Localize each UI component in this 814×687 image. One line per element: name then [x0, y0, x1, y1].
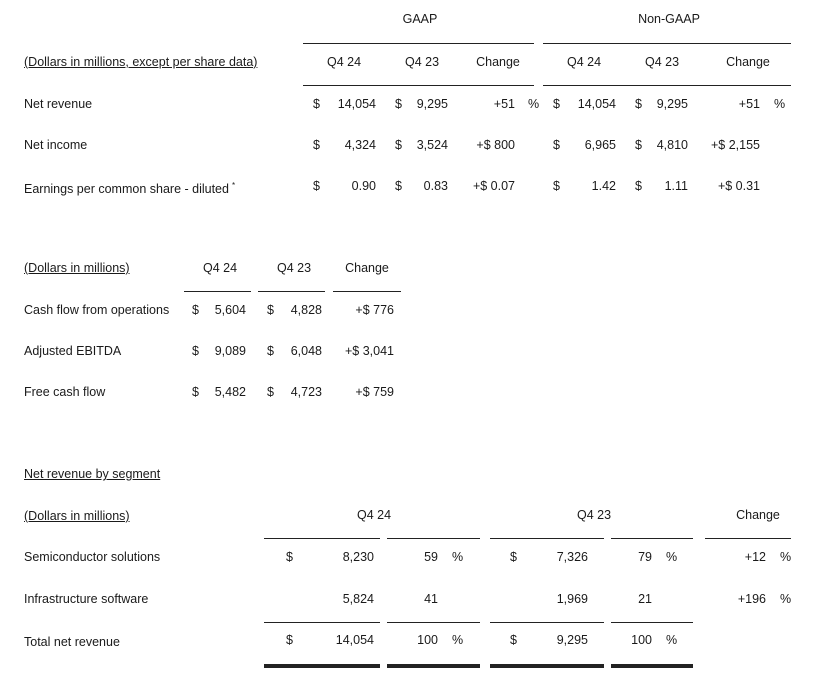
row-label: Earnings per common share - diluted * — [24, 181, 236, 197]
col-q4-23: Q4 23 — [576, 508, 612, 522]
q4-24-value: 5,482 — [214, 385, 246, 399]
q4-23-share: 21 — [638, 592, 652, 606]
q4-23-value: 7,326 — [556, 550, 588, 564]
percent-sign: % — [780, 550, 792, 564]
currency-symbol: $ — [553, 97, 560, 111]
currency-symbol: $ — [192, 344, 199, 358]
currency-symbol: $ — [286, 633, 293, 647]
header-rule — [333, 291, 401, 292]
change-value: +$ 759 — [355, 385, 394, 399]
change-value: +$ 776 — [355, 303, 394, 317]
unit-label: (Dollars in millions) — [24, 261, 130, 275]
nongaap-q4-23-value: 1.11 — [664, 179, 688, 193]
change-value: +12 — [744, 550, 766, 564]
currency-symbol: $ — [395, 179, 402, 193]
row-label: Adjusted EBITDA — [24, 344, 122, 358]
currency-symbol: $ — [267, 385, 274, 399]
footnote-marker: * — [231, 181, 236, 190]
q4-24-value: 5,824 — [342, 592, 374, 606]
subtotal-rule — [264, 622, 380, 623]
col-gaap-change: Change — [476, 55, 520, 69]
currency-symbol: $ — [510, 550, 517, 564]
currency-symbol: $ — [313, 138, 320, 152]
col-nongaap-q4-24: Q4 24 — [566, 55, 602, 69]
col-gaap-q4-24: Q4 24 — [326, 55, 362, 69]
col-q4-24: Q4 24 — [202, 261, 238, 275]
row-label: Net revenue — [24, 97, 93, 111]
percent-sign: % — [452, 633, 464, 647]
gaap-header: GAAP — [402, 12, 438, 26]
percent-sign: % — [780, 592, 792, 606]
nongaap-q4-24-value: 6,965 — [584, 138, 616, 152]
col-q4-24: Q4 24 — [356, 508, 392, 522]
currency-symbol: $ — [635, 179, 642, 193]
q4-23-value: 1,969 — [556, 592, 588, 606]
q4-24-share: 41 — [424, 592, 438, 606]
nongaap-q4-24-value: 14,054 — [577, 97, 616, 111]
nongaap-change-value: +51 — [738, 97, 760, 111]
q4-23-share: 100 — [631, 633, 652, 647]
header-rule — [490, 538, 604, 539]
total-double-rule — [611, 664, 693, 668]
gaap-q4-23-value: 9,295 — [416, 97, 448, 111]
col-nongaap-q4-23: Q4 23 — [644, 55, 680, 69]
total-double-rule — [264, 664, 380, 668]
col-gaap-q4-23: Q4 23 — [404, 55, 440, 69]
header-rule — [264, 538, 380, 539]
col-q4-23: Q4 23 — [276, 261, 312, 275]
q4-24-value: 14,054 — [335, 633, 374, 647]
currency-symbol: $ — [267, 303, 274, 317]
q4-24-share: 100 — [417, 633, 438, 647]
q4-24-value: 5,604 — [214, 303, 246, 317]
header-rule — [258, 291, 325, 292]
subtotal-rule — [490, 622, 604, 623]
currency-symbol: $ — [510, 633, 517, 647]
gaap-change-value: +$ 0.07 — [472, 179, 515, 193]
currency-symbol: $ — [395, 97, 402, 111]
q4-23-value: 4,723 — [290, 385, 322, 399]
nongaap-change-value: +$ 0.31 — [717, 179, 760, 193]
currency-symbol: $ — [395, 138, 402, 152]
row-label: Infrastructure software — [24, 592, 149, 606]
non-gaap-header: Non-GAAP — [638, 12, 700, 26]
row-label: Free cash flow — [24, 385, 106, 399]
gaap-q4-23-value: 3,524 — [416, 138, 448, 152]
col-nongaap-change: Change — [726, 55, 770, 69]
percent-sign: % — [528, 97, 540, 111]
section-title: Net revenue by segment — [24, 467, 161, 481]
percent-sign: % — [774, 97, 786, 111]
gaap-subheader-rule — [303, 85, 534, 86]
gaap-q4-24-value: 14,054 — [337, 97, 376, 111]
percent-sign: % — [666, 550, 678, 564]
q4-24-value: 8,230 — [342, 550, 374, 564]
nongaap-q4-24-value: 1.42 — [591, 179, 616, 193]
col-change: Change — [345, 261, 389, 275]
percent-sign: % — [666, 633, 678, 647]
change-value: +$ 3,041 — [344, 344, 394, 358]
percent-sign: % — [452, 550, 464, 564]
currency-symbol: $ — [192, 303, 199, 317]
row-label: Total net revenue — [24, 635, 120, 649]
currency-symbol: $ — [635, 138, 642, 152]
row-label: Net income — [24, 138, 88, 152]
gaap-q4-24-value: 4,324 — [344, 138, 376, 152]
q4-24-share: 59 — [424, 550, 438, 564]
currency-symbol: $ — [286, 550, 293, 564]
gaap-change-value: +$ 800 — [476, 138, 515, 152]
nongaap-q4-23-value: 4,810 — [656, 138, 688, 152]
gaap-header-rule — [303, 43, 534, 44]
currency-symbol: $ — [192, 385, 199, 399]
header-rule — [611, 538, 693, 539]
row-label: Cash flow from operations — [24, 303, 170, 317]
q4-23-value: 6,048 — [290, 344, 322, 358]
gaap-q4-24-value: 0.90 — [351, 179, 376, 193]
unit-label: (Dollars in millions) — [24, 509, 130, 523]
q4-24-value: 9,089 — [214, 344, 246, 358]
q4-23-value: 4,828 — [290, 303, 322, 317]
col-change: Change — [736, 508, 780, 522]
currency-symbol: $ — [553, 179, 560, 193]
non-gaap-subheader-rule — [543, 85, 791, 86]
currency-symbol: $ — [313, 97, 320, 111]
unit-label: (Dollars in millions, except per share data) — [24, 55, 258, 69]
gaap-q4-23-value: 0.83 — [423, 179, 448, 193]
non-gaap-header-rule — [543, 43, 791, 44]
total-double-rule — [387, 664, 480, 668]
gaap-change-value: +51 — [493, 97, 515, 111]
nongaap-change-value: +$ 2,155 — [710, 138, 760, 152]
row-label: Semiconductor solutions — [24, 550, 161, 564]
currency-symbol: $ — [313, 179, 320, 193]
q4-23-value: 9,295 — [556, 633, 588, 647]
currency-symbol: $ — [635, 97, 642, 111]
q4-23-share: 79 — [638, 550, 652, 564]
header-rule — [387, 538, 480, 539]
nongaap-q4-23-value: 9,295 — [656, 97, 688, 111]
currency-symbol: $ — [267, 344, 274, 358]
header-rule — [705, 538, 791, 539]
total-double-rule — [490, 664, 604, 668]
subtotal-rule — [611, 622, 693, 623]
header-rule — [184, 291, 251, 292]
subtotal-rule — [387, 622, 480, 623]
currency-symbol: $ — [553, 138, 560, 152]
change-value: +196 — [737, 592, 766, 606]
